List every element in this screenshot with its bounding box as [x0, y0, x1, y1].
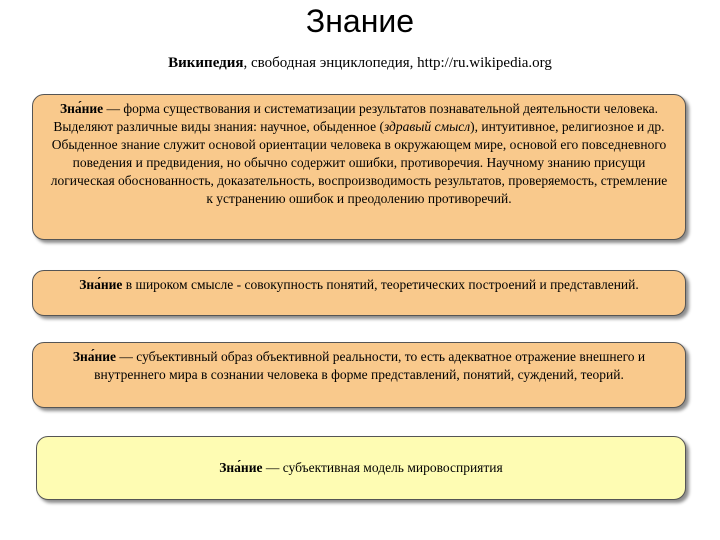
- definition-term: Зна́ние: [219, 460, 263, 475]
- definition-term: Зна́ние: [59, 101, 104, 116]
- source-name: Википедия: [168, 55, 244, 71]
- definition-line: [219, 459, 502, 477]
- source-details: , свободная энциклопедия, http://ru.wikipedia.org: [243, 55, 552, 71]
- definition-box-model: [36, 436, 686, 500]
- definition-box-general: [32, 94, 686, 240]
- definition-term: Зна́ние: [72, 349, 117, 364]
- definition-box-subjective-image: [32, 342, 686, 408]
- source-line: [0, 54, 720, 72]
- definition-italic-term: здравый смысл: [383, 119, 471, 134]
- definition-term: Зна́ние: [79, 277, 123, 292]
- definition-text-part2: ), интуитивное, религиозное и др. Обыденное знание служит основой ориентации человека в окружающем мире, основой его повседневного поведения и предвидения, но обычно содержит ошибки, противоречия. Научному знанию присущи логическая обоснованность, доказательность, воспроизводимость результатов, проверяемость, стремление к устранению ошибок и преодолению противоречий.: [50, 119, 668, 206]
- definition-text: в широком смысле - совокупность понятий, теоретических построений и представлений.: [122, 277, 639, 292]
- definition-text: — субъективный образ объективной реальности, то есть адекватное отражение внешнего и внутреннего мира в сознании человека в форме представлений, понятий, суждений, теорий.: [94, 349, 646, 382]
- page-title: Знание: [305, 3, 415, 39]
- definition-box-broad: [32, 270, 686, 316]
- definition-text: — субъективная модель мировосприятия: [262, 460, 503, 475]
- definition-text-part1: — форма существования и систематизации результатов познавательной деятельности человека. Выделяют различные виды знания: научное, обыденное (: [53, 101, 659, 134]
